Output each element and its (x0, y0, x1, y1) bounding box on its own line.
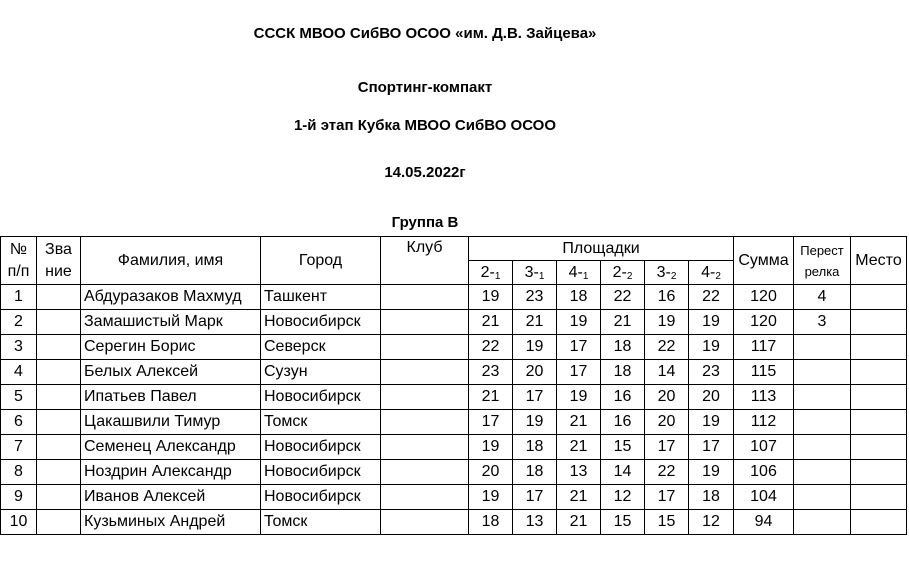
cell-score: 17 (513, 385, 557, 410)
cell-score: 20 (645, 385, 689, 410)
cell-city: Новосибирск (261, 485, 381, 510)
cell-sum: 104 (734, 485, 794, 510)
cell-num: 6 (1, 410, 37, 435)
cell-score: 19 (557, 310, 601, 335)
cell-score: 17 (645, 485, 689, 510)
cell-num: 4 (1, 360, 37, 385)
cell-rank (37, 335, 81, 360)
cell-club (381, 360, 469, 385)
cell-name: Ипатьев Павел (81, 385, 261, 410)
cell-place (851, 435, 907, 460)
header-range-3: $4-_1$ (557, 261, 601, 285)
event-date: 14.05.2022г (384, 164, 466, 181)
header-range-1: $2-_1$ (469, 261, 513, 285)
cell-score: 19 (469, 485, 513, 510)
cell-num: 10 (1, 510, 37, 535)
cell-score: 17 (469, 410, 513, 435)
header-name: Фамилия, имя (81, 237, 261, 285)
cell-score: 18 (513, 460, 557, 485)
cell-rank (37, 310, 81, 335)
cell-score: 22 (645, 335, 689, 360)
header-range-4: $2-_2$ (601, 261, 645, 285)
cell-score: 18 (469, 510, 513, 535)
cell-score: 21 (469, 385, 513, 410)
cell-score: 23 (469, 360, 513, 385)
table-row (1, 360, 907, 385)
table-row (1, 510, 907, 535)
cell-sum: 106 (734, 460, 794, 485)
cell-score: 17 (557, 360, 601, 385)
cell-sum: 112 (734, 410, 794, 435)
cell-name: Цакашвили Тимур (81, 410, 261, 435)
cell-rank (37, 435, 81, 460)
header-sum: Сумма (734, 237, 794, 285)
cell-place (851, 410, 907, 435)
cell-shootoff (794, 360, 851, 385)
cell-score: 21 (557, 510, 601, 535)
cell-score: 19 (513, 335, 557, 360)
cell-score: 17 (557, 335, 601, 360)
stage-title: 1-й этап Кубка МВОО СибВО ОСОО (293, 117, 557, 134)
cell-place (851, 310, 907, 335)
cell-num: 2 (1, 310, 37, 335)
cell-shootoff (794, 510, 851, 535)
cell-place (851, 485, 907, 510)
cell-club (381, 510, 469, 535)
cell-shootoff (794, 410, 851, 435)
cell-score: 17 (689, 435, 734, 460)
cell-score: 21 (557, 410, 601, 435)
header-range-2: $3-_1$ (513, 261, 557, 285)
table-row (1, 335, 907, 360)
cell-score: 23 (513, 285, 557, 310)
organization-title: СССК МВОО СибВО ОСОО «им. Д.В. Зайцева» (253, 25, 597, 42)
table-row (1, 460, 907, 485)
cell-rank (37, 385, 81, 410)
cell-score: 21 (513, 310, 557, 335)
cell-shootoff (794, 485, 851, 510)
cell-score: 19 (645, 310, 689, 335)
cell-place (851, 460, 907, 485)
cell-shootoff (794, 460, 851, 485)
table-row (1, 485, 907, 510)
cell-sum: 113 (734, 385, 794, 410)
cell-place (851, 360, 907, 385)
cell-sum: 94 (734, 510, 794, 535)
cell-rank (37, 460, 81, 485)
cell-city: Новосибирск (261, 385, 381, 410)
header-club: Клуб (381, 237, 469, 285)
cell-city: Томск (261, 410, 381, 435)
cell-score: 13 (513, 510, 557, 535)
cell-score: 19 (469, 435, 513, 460)
cell-club (381, 385, 469, 410)
cell-name: Абдуразаков Махмуд (81, 285, 261, 310)
cell-score: 19 (689, 335, 734, 360)
cell-score: 15 (601, 435, 645, 460)
cell-name: Кузьминых Андрей (81, 510, 261, 535)
cell-name: Замашистый Марк (81, 310, 261, 335)
cell-name: Ноздрин Александр (81, 460, 261, 485)
cell-score: 15 (645, 510, 689, 535)
cell-score: 14 (601, 460, 645, 485)
cell-sum: 120 (734, 310, 794, 335)
cell-score: 19 (689, 310, 734, 335)
cell-score: 18 (689, 485, 734, 510)
header-range-6: $4-_2$ (689, 261, 734, 285)
table-row (1, 435, 907, 460)
cell-score: 21 (557, 435, 601, 460)
cell-place (851, 510, 907, 535)
cell-club (381, 310, 469, 335)
cell-score: 15 (601, 510, 645, 535)
cell-score: 19 (513, 410, 557, 435)
header-shootoff: Перест релка (794, 237, 851, 285)
cell-score: 16 (601, 410, 645, 435)
header-rank: Зва ние (37, 237, 81, 285)
cell-score: 18 (557, 285, 601, 310)
group-title: Группа В (391, 214, 459, 231)
cell-score: 18 (513, 435, 557, 460)
cell-num: 3 (1, 335, 37, 360)
cell-city: Томск (261, 510, 381, 535)
cell-score: 20 (513, 360, 557, 385)
cell-shootoff: 3 (794, 310, 851, 335)
cell-score: 21 (469, 310, 513, 335)
cell-name: Семенец Александр (81, 435, 261, 460)
cell-club (381, 410, 469, 435)
cell-rank (37, 510, 81, 535)
cell-score: 19 (689, 460, 734, 485)
discipline-title: Спортинг-компакт (357, 79, 493, 96)
cell-shootoff (794, 335, 851, 360)
cell-shootoff (794, 435, 851, 460)
cell-club (381, 285, 469, 310)
results-table (0, 236, 907, 535)
cell-club (381, 485, 469, 510)
cell-score: 21 (557, 485, 601, 510)
cell-score: 20 (645, 410, 689, 435)
cell-club (381, 435, 469, 460)
cell-club (381, 460, 469, 485)
cell-rank (37, 485, 81, 510)
cell-sum: 117 (734, 335, 794, 360)
cell-city: Ташкент (261, 285, 381, 310)
cell-place (851, 335, 907, 360)
table-row (1, 310, 907, 335)
cell-num: 7 (1, 435, 37, 460)
cell-score: 17 (513, 485, 557, 510)
cell-shootoff: 4 (794, 285, 851, 310)
header-num: № п/п (1, 237, 37, 285)
header-place: Место (851, 237, 907, 285)
cell-score: 21 (601, 310, 645, 335)
cell-score: 17 (645, 435, 689, 460)
cell-num: 8 (1, 460, 37, 485)
cell-city: Новосибирск (261, 460, 381, 485)
cell-score: 23 (689, 360, 734, 385)
table-row (1, 385, 907, 410)
cell-score: 20 (689, 385, 734, 410)
cell-city: Новосибирск (261, 310, 381, 335)
cell-name: Белых Алексей (81, 360, 261, 385)
cell-score: 16 (601, 385, 645, 410)
cell-score: 18 (601, 360, 645, 385)
cell-city: Сузун (261, 360, 381, 385)
header-city: Город (261, 237, 381, 285)
cell-city: Новосибирск (261, 435, 381, 460)
cell-score: 22 (469, 335, 513, 360)
cell-place (851, 385, 907, 410)
cell-shootoff (794, 385, 851, 410)
cell-score: 22 (601, 285, 645, 310)
table-row (1, 285, 907, 310)
cell-score: 22 (645, 460, 689, 485)
cell-score: 18 (601, 335, 645, 360)
header-ranges: Площадки (469, 237, 734, 261)
header-range-5: $3-_2$ (645, 261, 689, 285)
cell-place (851, 285, 907, 310)
cell-score: 16 (645, 285, 689, 310)
cell-sum: 107 (734, 435, 794, 460)
cell-rank (37, 360, 81, 385)
cell-rank (37, 285, 81, 310)
cell-sum: 120 (734, 285, 794, 310)
cell-sum: 115 (734, 360, 794, 385)
cell-club (381, 335, 469, 360)
cell-score: 13 (557, 460, 601, 485)
cell-num: 5 (1, 385, 37, 410)
cell-score: 19 (469, 285, 513, 310)
cell-score: 20 (469, 460, 513, 485)
cell-score: 19 (689, 410, 734, 435)
cell-score: 19 (557, 385, 601, 410)
cell-num: 9 (1, 485, 37, 510)
cell-num: 1 (1, 285, 37, 310)
cell-name: Серегин Борис (81, 335, 261, 360)
cell-score: 22 (689, 285, 734, 310)
cell-score: 12 (601, 485, 645, 510)
cell-city: Северск (261, 335, 381, 360)
cell-score: 14 (645, 360, 689, 385)
cell-name: Иванов Алексей (81, 485, 261, 510)
cell-rank (37, 410, 81, 435)
cell-score: 12 (689, 510, 734, 535)
table-row (1, 410, 907, 435)
